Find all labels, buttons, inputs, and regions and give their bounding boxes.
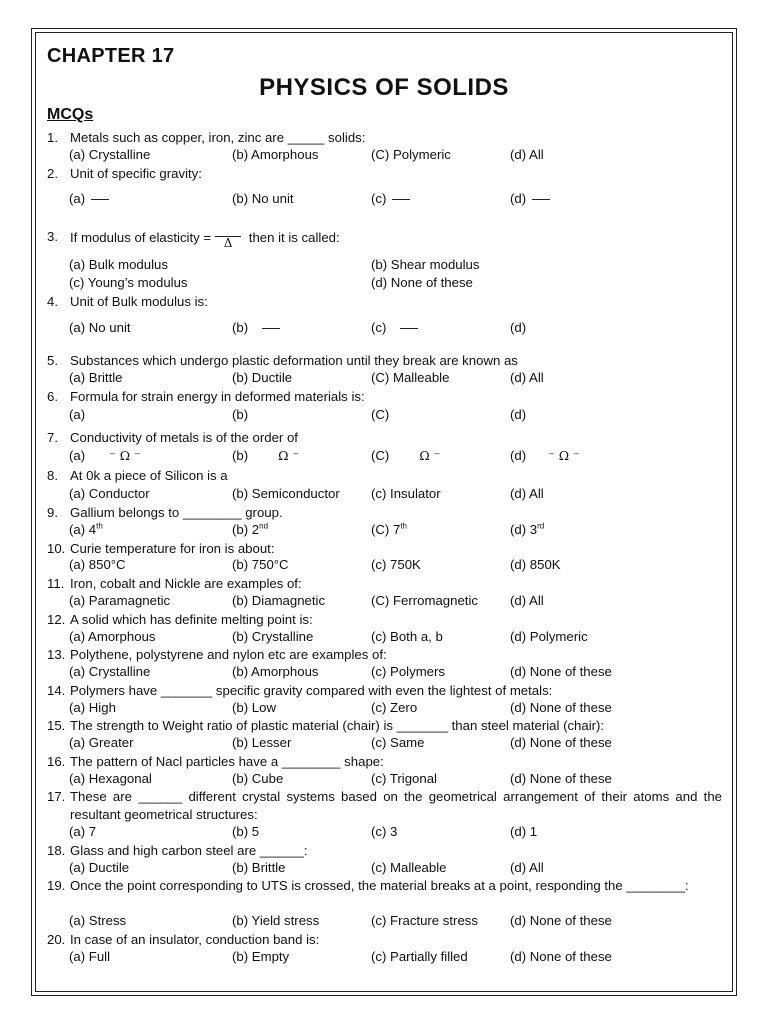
option-a: (a) Crystalline (69, 664, 151, 679)
question-15 (47, 717, 722, 735)
option-a: (a) Greater (69, 735, 134, 750)
question-number: 11. (47, 576, 65, 591)
option-a: (a) Paramagnetic (69, 593, 171, 608)
option-c: (c) Young’s modulus (69, 275, 188, 290)
question-number: 9. (47, 505, 58, 520)
question-number: 5. (47, 353, 58, 368)
option-c: (C) Ferromagnetic (371, 593, 478, 608)
option-b: (b) Empty (232, 949, 290, 964)
option-b: (b) 5 (232, 824, 260, 839)
option-c: (c) Both a, b (371, 629, 443, 644)
option-b: (b) (232, 407, 249, 422)
option-b: (b) No unit (232, 191, 294, 206)
ohm-symbol: ⁻ Ω ⁻ (109, 448, 141, 463)
option-a: (a) (69, 407, 86, 422)
fraction: Δ (215, 228, 241, 249)
option-d: (d) None of these (371, 275, 473, 290)
option-c: (c) Partially filled (371, 949, 468, 964)
question-number: 16. (47, 754, 66, 769)
formula-placeholder (262, 328, 280, 329)
question-number: 8. (47, 468, 58, 483)
options-18 (69, 860, 729, 878)
question-7 (47, 429, 722, 447)
option-b: (b) Ω ⁻ (232, 448, 300, 463)
options-4 (69, 320, 729, 338)
question-3 (47, 228, 722, 249)
option-d: (d) All (510, 860, 544, 875)
options-16 (69, 771, 729, 789)
option-d: (d) None of these (510, 913, 612, 928)
option-c: (c) Malleable (371, 860, 447, 875)
option-c: (c) 3 (371, 824, 398, 839)
option-b: (b) 2nd (232, 521, 269, 537)
option-b: (b) Amorphous (232, 147, 319, 162)
options-20 (69, 949, 729, 967)
option-b: (b) Lesser (232, 735, 292, 750)
options-12 (69, 629, 729, 647)
option-d: (d) None of these (510, 700, 612, 715)
option-b: (b) Shear modulus (371, 257, 480, 272)
option-a: (a) Stress (69, 913, 127, 928)
formula-placeholder (392, 199, 410, 200)
option-d: (d) None of these (510, 735, 612, 750)
option-b: (b) Semiconductor (232, 486, 340, 501)
question-number: 3. (47, 229, 58, 244)
question-text: Glass and high carbon steel are ______: (70, 843, 308, 858)
option-c: (c) (371, 191, 410, 206)
options-8 (69, 486, 729, 504)
option-c: (c) Trigonal (371, 771, 437, 786)
options-9 (69, 522, 729, 540)
question-2 (47, 165, 722, 183)
option-b: (b) Yield stress (232, 913, 320, 928)
formula-placeholder (532, 199, 550, 200)
option-a: (a) Amorphous (69, 629, 156, 644)
question-text: Conductivity of metals is of the order of (70, 430, 298, 445)
option-b: (b) Crystalline (232, 629, 314, 644)
options-11 (69, 593, 729, 611)
question-19 (47, 877, 722, 895)
option-a: (a) Conductor (69, 486, 150, 501)
question-6 (47, 388, 722, 406)
question-number: 17. (47, 789, 66, 804)
option-d: (d) All (510, 147, 544, 162)
question-16 (47, 753, 722, 771)
page-title: PHYSICS OF SOLIDS (259, 74, 509, 101)
option-b: (b) 750°C (232, 557, 289, 572)
option-d: (d) Polymeric (510, 629, 588, 644)
option-c: (C) Malleable (371, 370, 450, 385)
question-text: The strength to Weight ratio of plastic material (chair) is _______ than steel material (chair): (70, 718, 605, 733)
question-9 (47, 504, 722, 522)
option-d: (d) 1 (510, 824, 538, 839)
question-text: Once the point corresponding to UTS is crossed, the material breaks at a point, responding the ________: (70, 878, 689, 893)
option-c: (c) (371, 320, 418, 335)
question-text: At 0k a piece of Silicon is a (70, 468, 228, 483)
option-d: (d) All (510, 486, 544, 501)
ohm-symbol: Ω ⁻ (278, 448, 300, 463)
ohm-symbol: ⁻ Ω ⁻ (548, 448, 580, 463)
option-a: (a) 4th (69, 521, 103, 537)
question-5 (47, 352, 722, 370)
question-number: 2. (47, 166, 58, 181)
options-3a (69, 257, 729, 275)
option-a: (a) Ductile (69, 860, 130, 875)
options-13 (69, 664, 729, 682)
option-a: (a) (69, 191, 109, 206)
options-17 (69, 824, 729, 842)
question-18 (47, 842, 722, 860)
option-a: (a) Crystalline (69, 147, 151, 162)
options-6 (69, 407, 729, 425)
option-b: (b) Low (232, 700, 276, 715)
options-3b (69, 275, 729, 293)
question-text: Curie temperature for iron is about: (70, 541, 275, 556)
option-a: (a) Brittle (69, 370, 123, 385)
question-10 (47, 540, 722, 558)
option-a: (a) Full (69, 949, 111, 964)
option-d: (d) ⁻ Ω ⁻ (510, 448, 580, 463)
option-c: (C) Ω ⁻ (371, 448, 441, 463)
option-b: (b) Diamagnetic (232, 593, 326, 608)
question-text: Iron, cobalt and Nickle are examples of: (70, 576, 302, 591)
option-c: (C) 7th (371, 521, 407, 537)
question-20 (47, 931, 722, 949)
question-text: These are ______ different crystal systems based on the geometrical arrangement of their atoms and the resultant geometrical structures: (70, 789, 722, 822)
question-text: Metals such as copper, iron, zinc are _____ solids: (70, 130, 366, 145)
options-1 (69, 147, 729, 165)
options-15 (69, 735, 729, 753)
option-a: (a) Hexagonal (69, 771, 152, 786)
question-number: 20. (47, 932, 66, 947)
option-d: (d) 3rd (510, 521, 545, 537)
options-7 (69, 448, 729, 466)
options-5 (69, 370, 729, 388)
option-a: (a) High (69, 700, 116, 715)
question-number: 10. (47, 541, 66, 556)
question-number: 6. (47, 389, 58, 404)
option-c: (c) Polymers (371, 664, 445, 679)
options-19 (69, 913, 729, 931)
chapter-label: CHAPTER 17 (47, 45, 175, 67)
question-text: Polymers have _______ specific gravity compared with even the lightest of metals: (70, 683, 553, 698)
question-number: 15. (47, 718, 66, 733)
question-text: Polythene, polystyrene and nylon etc are examples of: (70, 647, 387, 662)
question-number: 14. (47, 683, 66, 698)
question-1 (47, 129, 722, 147)
formula-placeholder (400, 328, 418, 329)
option-a: (a) 7 (69, 824, 97, 839)
question-number: 12. (47, 612, 66, 627)
question-number: 13. (47, 647, 66, 662)
option-b: (b) Brittle (232, 860, 286, 875)
question-11 (47, 575, 722, 593)
question-text: Formula for strain energy in deformed materials is: (70, 389, 365, 404)
question-text: A solid which has definite melting point is: (70, 612, 313, 627)
option-b: (b) Ductile (232, 370, 293, 385)
option-d: (d) 850K (510, 557, 561, 572)
question-4 (47, 293, 722, 311)
option-c: (c) Zero (371, 700, 418, 715)
question-14 (47, 682, 722, 700)
question-number: 4. (47, 294, 58, 309)
option-c: (c) Same (371, 735, 425, 750)
question-number: 7. (47, 430, 58, 445)
formula-placeholder (91, 199, 109, 200)
option-d: (d) None of these (510, 771, 612, 786)
option-d: (d) None of these (510, 664, 612, 679)
option-d: (d) All (510, 370, 544, 385)
ohm-symbol: Ω ⁻ (419, 448, 441, 463)
section-heading: MCQs (47, 106, 94, 123)
option-b: (b) Amorphous (232, 664, 319, 679)
question-text: The pattern of Nacl particles have a ________ shape: (70, 754, 384, 769)
question-17 (47, 788, 722, 823)
question-number: 19. (47, 878, 66, 893)
option-c: (c) Fracture stress (371, 913, 478, 928)
question-text: In case of an insulator, conduction band is: (70, 932, 320, 947)
option-d: (d) (510, 407, 527, 422)
option-d: (d) (510, 191, 550, 206)
question-8 (47, 467, 722, 485)
question-13 (47, 646, 722, 664)
options-14 (69, 700, 729, 718)
option-b: (b) (232, 320, 280, 335)
option-d: (d) All (510, 593, 544, 608)
option-a: (a) ⁻ Ω ⁻ (69, 448, 141, 463)
question-text: If modulus of elasticity = Δ then it is called: (70, 229, 340, 250)
options-10 (69, 557, 729, 575)
question-number: 1. (47, 130, 58, 145)
option-d: (d) None of these (510, 949, 612, 964)
option-a: (a) No unit (69, 320, 131, 335)
option-c: (c) Insulator (371, 486, 441, 501)
option-c: (c) 750K (371, 557, 421, 572)
question-text: Unit of Bulk modulus is: (70, 294, 208, 309)
question-text: Unit of specific gravity: (70, 166, 202, 181)
option-c: (C) Polymeric (371, 147, 451, 162)
options-2 (69, 191, 729, 209)
option-a: (a) 850°C (69, 557, 126, 572)
option-a: (a) Bulk modulus (69, 257, 168, 272)
question-text: Gallium belongs to ________ group. (70, 505, 283, 520)
question-12 (47, 611, 722, 629)
question-number: 18. (47, 843, 66, 858)
question-text: Substances which undergo plastic deformation until they break are known as (70, 353, 518, 368)
option-c: (C) (371, 407, 390, 422)
option-b: (b) Cube (232, 771, 284, 786)
option-d: (d) (510, 320, 527, 335)
